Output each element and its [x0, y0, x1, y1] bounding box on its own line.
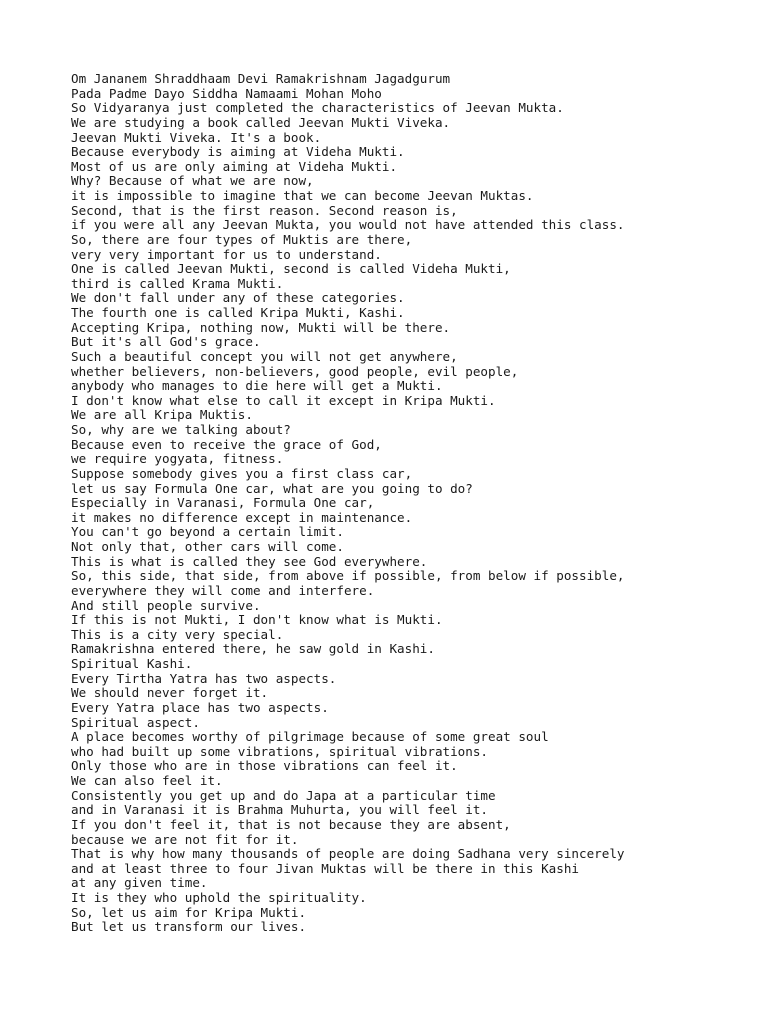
text-line: If you don't feel it, that is not because they are absent, — [71, 816, 511, 832]
transcript-text — [71, 72, 751, 935]
text-line: This is a city very special. — [71, 626, 284, 642]
text-line: and at least three to four Jivan Muktas will be there in this Kashi — [71, 860, 579, 876]
text-line: if you were all any Jeevan Mukta, you would not have attended this class. — [71, 217, 625, 233]
text-line: You can't go beyond a certain limit. — [71, 524, 344, 540]
text-line: Such a beautiful concept you will not get anywhere, — [71, 348, 458, 364]
text-line: So, let us aim for Kripa Mukti. — [71, 904, 307, 920]
text-line: One is called Jeevan Mukti, second is called Videha Mukti, — [71, 261, 511, 277]
text-line: very very important for us to understand. — [71, 246, 382, 262]
text-line: Why? Because of what we are now, — [71, 173, 314, 189]
text-line: who had built up some vibrations, spiritual vibrations. — [71, 743, 489, 759]
text-line: That is why how many thousands of people are doing Sadhana very sincerely — [71, 846, 625, 862]
text-line: Jeevan Mukti Viveka. It's a book. — [71, 129, 322, 145]
text-line: We are all Kripa Muktis. — [71, 407, 253, 423]
text-line: Most of us are only aiming at Videha Mukti. — [71, 158, 398, 174]
text-line: So, this side, that side, from above if possible, from below if possible, — [71, 568, 625, 584]
text-line: And still people survive. — [71, 597, 261, 613]
text-line: whether believers, non-believers, good people, evil people, — [71, 363, 519, 379]
text-line: The fourth one is called Kripa Mukti, Kashi. — [71, 305, 405, 320]
text-line: But let us transform our lives. — [71, 919, 307, 935]
text-line: But it's all God's grace. — [71, 334, 261, 350]
text-line: So, why are we talking about? — [71, 422, 291, 437]
text-line: Pada Padme Dayo Siddha Namaami Mohan Moho — [71, 85, 382, 101]
text-line: Suppose somebody gives you a first class car, — [71, 465, 413, 481]
text-line: I don't know what else to call it except in Kripa Mukti. — [71, 392, 496, 408]
text-line: Because even to receive the grace of God, — [71, 436, 382, 452]
text-line: it is impossible to imagine that we can become Jeevan Muktas. — [71, 188, 534, 203]
text-line: Spiritual aspect. — [71, 714, 200, 730]
text-line: Consistently you get up and do Japa at a particular time — [71, 787, 496, 803]
text-line: Spiritual Kashi. — [71, 656, 193, 671]
text-line: A place becomes worthy of pilgrimage because of some great soul — [71, 729, 549, 745]
text-line: So, there are four types of Muktis are there, — [71, 231, 413, 247]
text-line: Because everybody is aiming at Videha Mukti. — [71, 144, 405, 160]
text-line: We should never forget it. — [71, 685, 269, 701]
text-line: If this is not Mukti, I don't know what is Mukti. — [71, 612, 443, 628]
text-line: Second, that is the first reason. Second reason is, — [71, 202, 458, 218]
text-line: We don't fall under any of these categories. — [71, 290, 405, 306]
text-line: We can also feel it. — [71, 773, 223, 788]
text-line: Accepting Kripa, nothing now, Mukti will be there. — [71, 319, 451, 335]
text-line: because we are not fit for it. — [71, 831, 299, 847]
text-line: This is what is called they see God everywhere. — [71, 553, 428, 569]
text-line: It is they who uphold the spirituality. — [71, 890, 367, 905]
text-line: we require yogyata, fitness. — [71, 451, 284, 467]
text-line: it makes no difference except in maintenance. — [71, 509, 413, 525]
text-line: We are studying a book called Jeevan Mukti Viveka. — [71, 114, 451, 130]
text-line: Especially in Varanasi, Formula One car, — [71, 495, 375, 511]
text-line: Ramakrishna entered there, he saw gold in Kashi. — [71, 641, 435, 657]
text-line: Only those who are in those vibrations can feel it. — [71, 758, 458, 774]
text-line: everywhere they will come and interfere. — [71, 582, 375, 598]
text-line: Every Yatra place has two aspects. — [71, 699, 329, 715]
text-line: at any given time. — [71, 875, 208, 891]
text-line: So Vidyaranya just completed the characteristics of Jeevan Mukta. — [71, 100, 564, 116]
text-line: let us say Formula One car, what are you going to do? — [71, 480, 473, 496]
text-line: Every Tirtha Yatra has two aspects. — [71, 670, 337, 686]
text-line: Not only that, other cars will come. — [71, 539, 344, 554]
text-line: anybody who manages to die here will get a Mukti. — [71, 378, 443, 394]
text-line: and in Varanasi it is Brahma Muhurta, you will feel it. — [71, 802, 489, 818]
text-line: Om Jananem Shraddhaam Devi Ramakrishnam Jagadgurum — [71, 71, 451, 86]
text-line: third is called Krama Mukti. — [71, 275, 284, 291]
